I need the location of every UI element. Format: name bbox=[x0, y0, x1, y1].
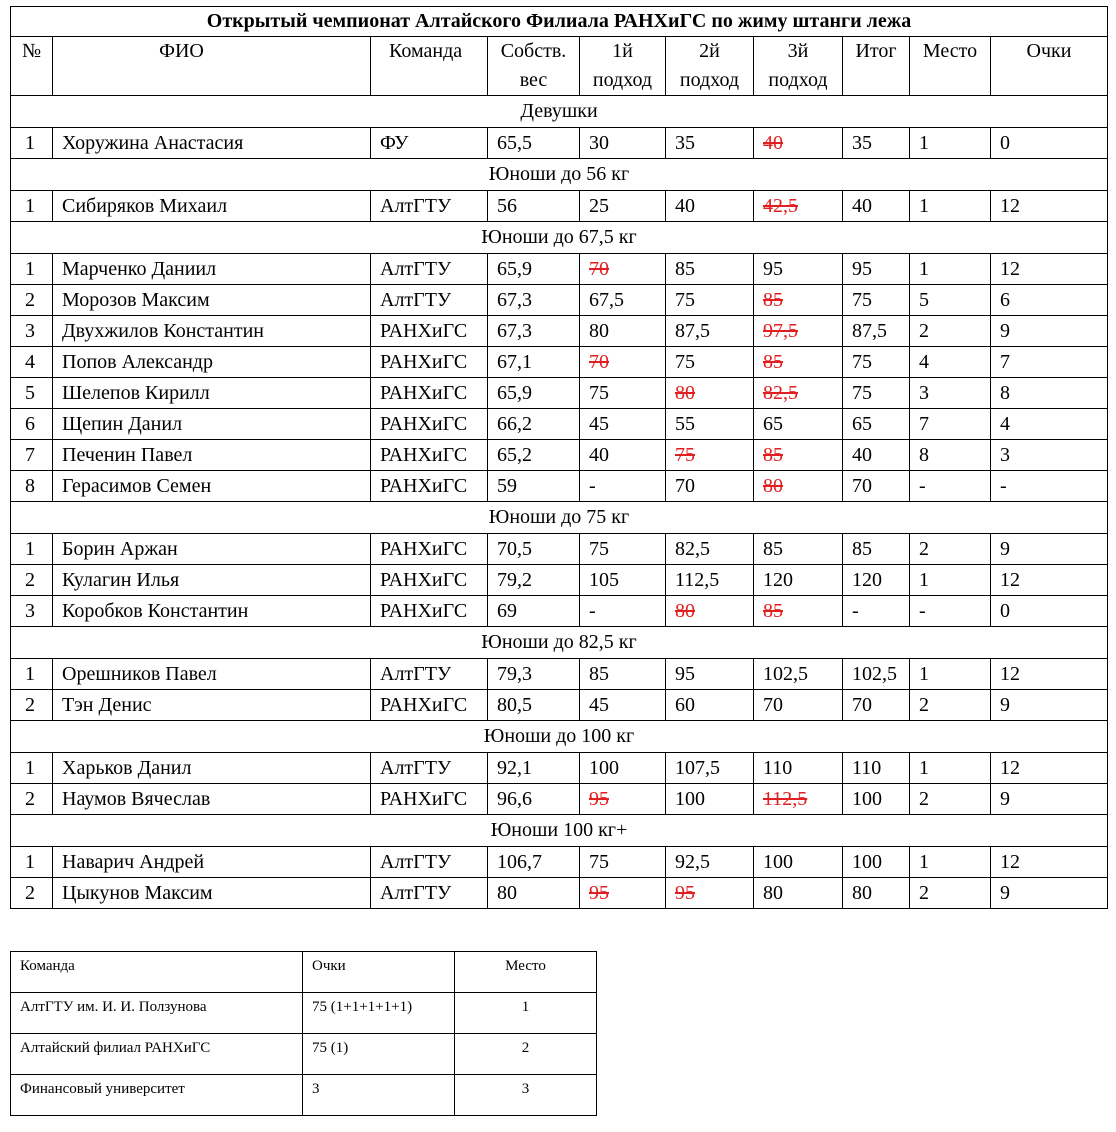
cell-weight: 80,5 bbox=[488, 690, 580, 721]
cell-team: АлтГТУ bbox=[371, 254, 488, 285]
cell-attempt-3: 82,5 bbox=[754, 378, 843, 409]
cell-attempt-2: 55 bbox=[666, 409, 754, 440]
cell-fio: Борин Аржан bbox=[53, 534, 371, 565]
col-attempt1-header: 1й подход bbox=[580, 37, 666, 96]
cell-weight: 65,9 bbox=[488, 254, 580, 285]
section-title: Девушки bbox=[11, 96, 1108, 128]
cell-place: 2 bbox=[910, 690, 991, 721]
cell-attempt-3: 70 bbox=[754, 690, 843, 721]
cell-attempt-3: 120 bbox=[754, 565, 843, 596]
table-row bbox=[11, 471, 1108, 502]
cell-num: 3 bbox=[11, 316, 53, 347]
cell-num: 2 bbox=[11, 565, 53, 596]
cell-total: 100 bbox=[843, 784, 910, 815]
cell-attempt-1: 75 bbox=[580, 847, 666, 878]
cell-num: 4 bbox=[11, 347, 53, 378]
cell-attempt-1: 85 bbox=[580, 659, 666, 690]
cell-team: АлтГТУ bbox=[371, 753, 488, 784]
table-row bbox=[11, 254, 1108, 285]
cell-attempt-3: 65 bbox=[754, 409, 843, 440]
cell-weight: 69 bbox=[488, 596, 580, 627]
cell-attempt-1: 40 bbox=[580, 440, 666, 471]
cell-team: АлтГТУ bbox=[371, 285, 488, 316]
cell-weight: 92,1 bbox=[488, 753, 580, 784]
cell-fio: Марченко Даниил bbox=[53, 254, 371, 285]
col-fio-header: ФИО bbox=[53, 37, 371, 96]
table-row bbox=[11, 596, 1108, 627]
cell-place: 1 bbox=[910, 191, 991, 222]
section-title: Юноши 100 кг+ bbox=[11, 815, 1108, 847]
cell-num: 3 bbox=[11, 596, 53, 627]
cell-attempt-1: 100 bbox=[580, 753, 666, 784]
cell-fio: Цыкунов Максим bbox=[53, 878, 371, 909]
table-row bbox=[11, 128, 1108, 159]
cell-place: 5 bbox=[910, 285, 991, 316]
cell-attempt-1: - bbox=[580, 596, 666, 627]
table-row bbox=[11, 878, 1108, 909]
cell-total: 35 bbox=[843, 128, 910, 159]
cell-team: РАНХиГС bbox=[371, 784, 488, 815]
table-row bbox=[11, 191, 1108, 222]
results-body bbox=[11, 96, 1108, 909]
cell-num: 1 bbox=[11, 534, 53, 565]
cell-fio: Попов Александр bbox=[53, 347, 371, 378]
cell-attempt-2: 80 bbox=[666, 378, 754, 409]
cell-attempt-2: 70 bbox=[666, 471, 754, 502]
cell-num: 1 bbox=[11, 128, 53, 159]
cell-points: 7 bbox=[991, 347, 1108, 378]
cell-weight: 67,3 bbox=[488, 316, 580, 347]
cell-attempt-2: 75 bbox=[666, 285, 754, 316]
col-team-header: Команда bbox=[371, 37, 488, 96]
cell-num: 1 bbox=[11, 254, 53, 285]
table-row bbox=[11, 316, 1108, 347]
table-row bbox=[11, 378, 1108, 409]
cell-attempt-2: 40 bbox=[666, 191, 754, 222]
cell-attempt-2: 82,5 bbox=[666, 534, 754, 565]
cell-points: 9 bbox=[991, 878, 1108, 909]
cell-points: 12 bbox=[991, 659, 1108, 690]
cell-points: 9 bbox=[991, 784, 1108, 815]
section-title: Юноши до 82,5 кг bbox=[11, 627, 1108, 659]
cell-team: РАНХиГС bbox=[371, 440, 488, 471]
cell-weight: 56 bbox=[488, 191, 580, 222]
section-row bbox=[11, 159, 1108, 191]
summary-header-row bbox=[11, 952, 597, 993]
cell-total: 40 bbox=[843, 191, 910, 222]
cell-team: РАНХиГС bbox=[371, 596, 488, 627]
cell-team: РАНХиГС bbox=[371, 378, 488, 409]
cell-weight: 65,2 bbox=[488, 440, 580, 471]
cell-fio: Герасимов Семен bbox=[53, 471, 371, 502]
cell-attempt-2: 85 bbox=[666, 254, 754, 285]
cell-total: 70 bbox=[843, 471, 910, 502]
cell-attempt-3: 112,5 bbox=[754, 784, 843, 815]
col-weight-header: Собств. вес bbox=[488, 37, 580, 96]
cell-weight: 59 bbox=[488, 471, 580, 502]
cell-attempt-3: 100 bbox=[754, 847, 843, 878]
cell-place: 7 bbox=[910, 409, 991, 440]
cell-num: 1 bbox=[11, 191, 53, 222]
cell-points: 6 bbox=[991, 285, 1108, 316]
table-row bbox=[11, 753, 1108, 784]
section-title: Юноши до 75 кг bbox=[11, 502, 1108, 534]
cell-attempt-2: 60 bbox=[666, 690, 754, 721]
cell-total: 70 bbox=[843, 690, 910, 721]
cell-attempt-1: 95 bbox=[580, 878, 666, 909]
cell-total: 65 bbox=[843, 409, 910, 440]
cell-place: - bbox=[910, 471, 991, 502]
cell-place: 1 bbox=[910, 753, 991, 784]
cell-place: 3 bbox=[910, 378, 991, 409]
cell-attempt-2: 80 bbox=[666, 596, 754, 627]
cell-team: РАНХиГС bbox=[371, 316, 488, 347]
cell-attempt-3: 40 bbox=[754, 128, 843, 159]
cell-total: 80 bbox=[843, 878, 910, 909]
cell-attempt-3: 85 bbox=[754, 534, 843, 565]
section-row bbox=[11, 96, 1108, 128]
cell-team: РАНХиГС bbox=[371, 690, 488, 721]
cell-fio: Сибиряков Михаил bbox=[53, 191, 371, 222]
cell-attempt-3: 80 bbox=[754, 878, 843, 909]
table-row bbox=[11, 784, 1108, 815]
summary-points-cell: 3 bbox=[303, 1075, 455, 1116]
summary-team-cell: Финансовый университет bbox=[11, 1075, 303, 1116]
summary-place-cell: 3 bbox=[455, 1075, 597, 1116]
cell-attempt-1: 45 bbox=[580, 409, 666, 440]
cell-attempt-3: 42,5 bbox=[754, 191, 843, 222]
cell-attempt-1: 95 bbox=[580, 784, 666, 815]
cell-num: 2 bbox=[11, 285, 53, 316]
cell-fio: Тэн Денис bbox=[53, 690, 371, 721]
table-row bbox=[11, 690, 1108, 721]
section-row bbox=[11, 815, 1108, 847]
cell-team: АлтГТУ bbox=[371, 191, 488, 222]
cell-attempt-3: 80 bbox=[754, 471, 843, 502]
cell-team: РАНХиГС bbox=[371, 534, 488, 565]
cell-num: 2 bbox=[11, 784, 53, 815]
cell-weight: 65,5 bbox=[488, 128, 580, 159]
cell-total: 75 bbox=[843, 378, 910, 409]
col-place-header: Место bbox=[910, 37, 991, 96]
cell-attempt-1: 30 bbox=[580, 128, 666, 159]
cell-attempt-2: 87,5 bbox=[666, 316, 754, 347]
cell-num: 5 bbox=[11, 378, 53, 409]
cell-points: 9 bbox=[991, 690, 1108, 721]
results-table bbox=[10, 6, 1108, 909]
cell-total: 85 bbox=[843, 534, 910, 565]
cell-points: 8 bbox=[991, 378, 1108, 409]
cell-weight: 96,6 bbox=[488, 784, 580, 815]
cell-points: 12 bbox=[991, 565, 1108, 596]
cell-attempt-2: 35 bbox=[666, 128, 754, 159]
cell-total: 40 bbox=[843, 440, 910, 471]
summary-row bbox=[11, 1075, 597, 1116]
summary-team-cell: Алтайский филиал РАНХиГС bbox=[11, 1034, 303, 1075]
cell-points: 12 bbox=[991, 847, 1108, 878]
cell-place: 1 bbox=[910, 847, 991, 878]
section-title: Юноши до 67,5 кг bbox=[11, 222, 1108, 254]
cell-points: 12 bbox=[991, 191, 1108, 222]
cell-num: 2 bbox=[11, 878, 53, 909]
cell-place: 8 bbox=[910, 440, 991, 471]
cell-points: 9 bbox=[991, 534, 1108, 565]
cell-num: 7 bbox=[11, 440, 53, 471]
cell-attempt-2: 95 bbox=[666, 878, 754, 909]
cell-total: 87,5 bbox=[843, 316, 910, 347]
cell-place: 2 bbox=[910, 316, 991, 347]
cell-points: 12 bbox=[991, 254, 1108, 285]
cell-points: 0 bbox=[991, 596, 1108, 627]
section-title: Юноши до 100 кг bbox=[11, 721, 1108, 753]
cell-attempt-2: 75 bbox=[666, 347, 754, 378]
cell-attempt-2: 107,5 bbox=[666, 753, 754, 784]
cell-place: 1 bbox=[910, 128, 991, 159]
cell-points: - bbox=[991, 471, 1108, 502]
table-row bbox=[11, 659, 1108, 690]
cell-attempt-1: 67,5 bbox=[580, 285, 666, 316]
cell-total: 75 bbox=[843, 285, 910, 316]
col-points-header: Очки bbox=[991, 37, 1108, 96]
cell-team: РАНХиГС bbox=[371, 471, 488, 502]
cell-attempt-2: 92,5 bbox=[666, 847, 754, 878]
cell-fio: Наварич Андрей bbox=[53, 847, 371, 878]
cell-num: 2 bbox=[11, 690, 53, 721]
cell-weight: 66,2 bbox=[488, 409, 580, 440]
cell-attempt-3: 85 bbox=[754, 347, 843, 378]
cell-attempt-2: 75 bbox=[666, 440, 754, 471]
cell-team: РАНХиГС bbox=[371, 565, 488, 596]
cell-place: 1 bbox=[910, 659, 991, 690]
cell-place: 2 bbox=[910, 534, 991, 565]
section-row bbox=[11, 627, 1108, 659]
cell-attempt-2: 95 bbox=[666, 659, 754, 690]
cell-total: 110 bbox=[843, 753, 910, 784]
cell-total: - bbox=[843, 596, 910, 627]
cell-attempt-1: - bbox=[580, 471, 666, 502]
cell-fio: Кулагин Илья bbox=[53, 565, 371, 596]
summary-place-cell: 2 bbox=[455, 1034, 597, 1075]
cell-points: 3 bbox=[991, 440, 1108, 471]
cell-place: - bbox=[910, 596, 991, 627]
cell-team: АлтГТУ bbox=[371, 847, 488, 878]
cell-place: 4 bbox=[910, 347, 991, 378]
section-row bbox=[11, 222, 1108, 254]
section-row bbox=[11, 502, 1108, 534]
cell-num: 1 bbox=[11, 847, 53, 878]
cell-weight: 70,5 bbox=[488, 534, 580, 565]
table-row bbox=[11, 440, 1108, 471]
cell-weight: 80 bbox=[488, 878, 580, 909]
cell-weight: 67,3 bbox=[488, 285, 580, 316]
cell-fio: Харьков Данил bbox=[53, 753, 371, 784]
cell-fio: Коробков Константин bbox=[53, 596, 371, 627]
cell-num: 8 bbox=[11, 471, 53, 502]
cell-place: 1 bbox=[910, 565, 991, 596]
cell-total: 95 bbox=[843, 254, 910, 285]
summary-points-header: Очки bbox=[303, 952, 455, 993]
cell-attempt-1: 25 bbox=[580, 191, 666, 222]
cell-team: АлтГТУ bbox=[371, 878, 488, 909]
summary-points-cell: 75 (1) bbox=[303, 1034, 455, 1075]
cell-fio: Наумов Вячеслав bbox=[53, 784, 371, 815]
cell-points: 0 bbox=[991, 128, 1108, 159]
table-row bbox=[11, 347, 1108, 378]
summary-body bbox=[11, 993, 597, 1116]
cell-weight: 106,7 bbox=[488, 847, 580, 878]
summary-row bbox=[11, 993, 597, 1034]
page-title: Открытый чемпионат Алтайского Филиала РАНХиГС по жиму штанги лежа bbox=[11, 7, 1108, 37]
cell-attempt-2: 100 bbox=[666, 784, 754, 815]
cell-attempt-1: 75 bbox=[580, 534, 666, 565]
cell-total: 75 bbox=[843, 347, 910, 378]
cell-place: 2 bbox=[910, 784, 991, 815]
cell-num: 6 bbox=[11, 409, 53, 440]
cell-fio: Морозов Максим bbox=[53, 285, 371, 316]
cell-weight: 79,3 bbox=[488, 659, 580, 690]
cell-place: 2 bbox=[910, 878, 991, 909]
cell-fio: Орешников Павел bbox=[53, 659, 371, 690]
cell-num: 1 bbox=[11, 753, 53, 784]
table-row bbox=[11, 847, 1108, 878]
summary-team-cell: АлтГТУ им. И. И. Ползунова bbox=[11, 993, 303, 1034]
cell-team: ФУ bbox=[371, 128, 488, 159]
summary-place-header: Место bbox=[455, 952, 597, 993]
cell-team: РАНХиГС bbox=[371, 409, 488, 440]
cell-attempt-1: 80 bbox=[580, 316, 666, 347]
table-row bbox=[11, 534, 1108, 565]
team-summary-table bbox=[10, 951, 597, 1116]
cell-fio: Двухжилов Константин bbox=[53, 316, 371, 347]
cell-total: 102,5 bbox=[843, 659, 910, 690]
title-row bbox=[11, 7, 1108, 37]
col-attempt2-header: 2й подход bbox=[666, 37, 754, 96]
section-row bbox=[11, 721, 1108, 753]
col-num-header: № bbox=[11, 37, 53, 96]
cell-attempt-3: 97,5 bbox=[754, 316, 843, 347]
section-title: Юноши до 56 кг bbox=[11, 159, 1108, 191]
col-total-header: Итог bbox=[843, 37, 910, 96]
table-row bbox=[11, 285, 1108, 316]
cell-attempt-3: 95 bbox=[754, 254, 843, 285]
cell-attempt-1: 70 bbox=[580, 254, 666, 285]
cell-place: 1 bbox=[910, 254, 991, 285]
cell-points: 9 bbox=[991, 316, 1108, 347]
cell-attempt-2: 112,5 bbox=[666, 565, 754, 596]
cell-attempt-3: 85 bbox=[754, 440, 843, 471]
cell-attempt-3: 85 bbox=[754, 596, 843, 627]
cell-attempt-1: 75 bbox=[580, 378, 666, 409]
cell-weight: 67,1 bbox=[488, 347, 580, 378]
cell-attempt-3: 110 bbox=[754, 753, 843, 784]
table-row bbox=[11, 565, 1108, 596]
cell-fio: Щепин Данил bbox=[53, 409, 371, 440]
col-attempt3-header: 3й подход bbox=[754, 37, 843, 96]
cell-team: АлтГТУ bbox=[371, 659, 488, 690]
cell-fio: Хоружина Анастасия bbox=[53, 128, 371, 159]
cell-attempt-3: 102,5 bbox=[754, 659, 843, 690]
cell-points: 4 bbox=[991, 409, 1108, 440]
cell-attempt-1: 105 bbox=[580, 565, 666, 596]
cell-team: РАНХиГС bbox=[371, 347, 488, 378]
cell-fio: Печенин Павел bbox=[53, 440, 371, 471]
cell-attempt-3: 85 bbox=[754, 285, 843, 316]
cell-total: 120 bbox=[843, 565, 910, 596]
summary-team-header: Команда bbox=[11, 952, 303, 993]
summary-row bbox=[11, 1034, 597, 1075]
cell-total: 100 bbox=[843, 847, 910, 878]
cell-points: 12 bbox=[991, 753, 1108, 784]
summary-place-cell: 1 bbox=[455, 993, 597, 1034]
summary-points-cell: 75 (1+1+1+1+1) bbox=[303, 993, 455, 1034]
cell-weight: 79,2 bbox=[488, 565, 580, 596]
cell-num: 1 bbox=[11, 659, 53, 690]
cell-attempt-1: 70 bbox=[580, 347, 666, 378]
table-row bbox=[11, 409, 1108, 440]
header-row bbox=[11, 37, 1108, 96]
cell-attempt-1: 45 bbox=[580, 690, 666, 721]
cell-weight: 65,9 bbox=[488, 378, 580, 409]
cell-fio: Шелепов Кирилл bbox=[53, 378, 371, 409]
